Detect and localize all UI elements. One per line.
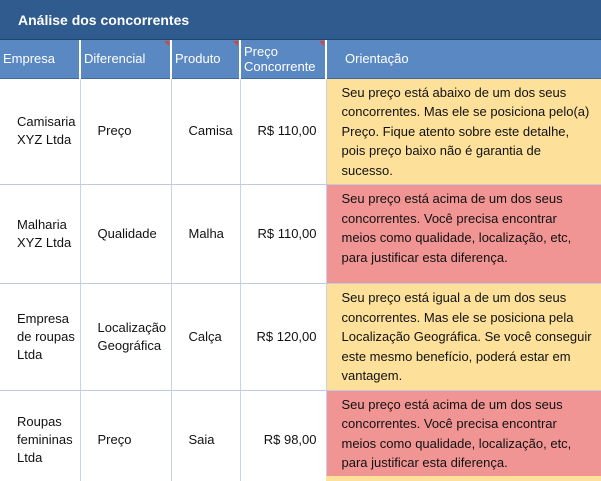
header-diferencial-label: Diferencial [84, 51, 146, 67]
cell-preco[interactable]: R$ 110,00 [240, 185, 326, 284]
cell-empresa[interactable]: Roupas femininas Ltda [0, 390, 80, 481]
header-empresa-label: Empresa [3, 51, 56, 67]
cell-produto[interactable]: Camisa [171, 78, 240, 185]
header-empresa[interactable] [0, 40, 80, 78]
cell-diferencial[interactable]: Localização Geográfica [80, 284, 171, 391]
table-row [0, 390, 601, 481]
cell-orientacao[interactable]: Seu preço está igual a de um dos seus concorrentes. Mas ele se posiciona pela Localização Geográfica. Se você conseguir este mesmo benefício, poderá estar em vantagem. [326, 284, 601, 391]
header-diferencial[interactable] [80, 40, 171, 78]
competitor-table [0, 40, 601, 481]
next-row-partial [326, 476, 601, 481]
cell-empresa[interactable]: Empresa de roupas Ltda [0, 284, 80, 391]
cell-orientacao[interactable]: Seu preço está acima de um dos seus concorrentes. Você precisa encontrar meios como qualidade, localização, etc, para justificar esta diferença. [326, 390, 601, 481]
cell-diferencial[interactable]: Preço [80, 78, 171, 185]
header-produto-label: Produto [175, 51, 221, 67]
comment-indicator-icon[interactable] [319, 41, 324, 46]
header-orientacao-label: Orientação [345, 51, 409, 67]
cell-empresa[interactable]: Camisaria XYZ Ltda [0, 78, 80, 185]
table-row [0, 185, 601, 284]
table-row [0, 78, 601, 185]
cell-preco[interactable]: R$ 110,00 [240, 78, 326, 185]
table-row [0, 284, 601, 391]
header-produto[interactable] [171, 40, 240, 78]
header-preco-label: Preço Concorrente [244, 43, 316, 74]
cell-diferencial[interactable]: Preço [80, 390, 171, 481]
cell-produto[interactable]: Saia [171, 390, 240, 481]
sheet-title: Análise dos concorrentes [0, 0, 601, 40]
cell-orientacao[interactable]: Seu preço está abaixo de um dos seus concorrentes. Mas ele se posiciona pelo(a) Preço. Fique atento sobre este detalhe, pois preço baixo não é garantia de sucesso. [326, 78, 601, 185]
cell-preco[interactable]: R$ 98,00 [240, 390, 326, 481]
header-row [0, 40, 601, 78]
comment-indicator-icon[interactable] [164, 41, 169, 46]
cell-diferencial[interactable]: Qualidade [80, 185, 171, 284]
header-orientacao[interactable] [326, 40, 601, 78]
cell-orientacao[interactable]: Seu preço está acima de um dos seus concorrentes. Você precisa encontrar meios como qualidade, localização, etc, para justificar esta diferença. [326, 185, 601, 284]
cell-empresa[interactable]: Malharia XYZ Ltda [0, 185, 80, 284]
cell-produto[interactable]: Malha [171, 185, 240, 284]
header-preco[interactable] [240, 40, 326, 78]
cell-preco[interactable]: R$ 120,00 [240, 284, 326, 391]
cell-produto[interactable]: Calça [171, 284, 240, 391]
comment-indicator-icon[interactable] [233, 41, 238, 46]
